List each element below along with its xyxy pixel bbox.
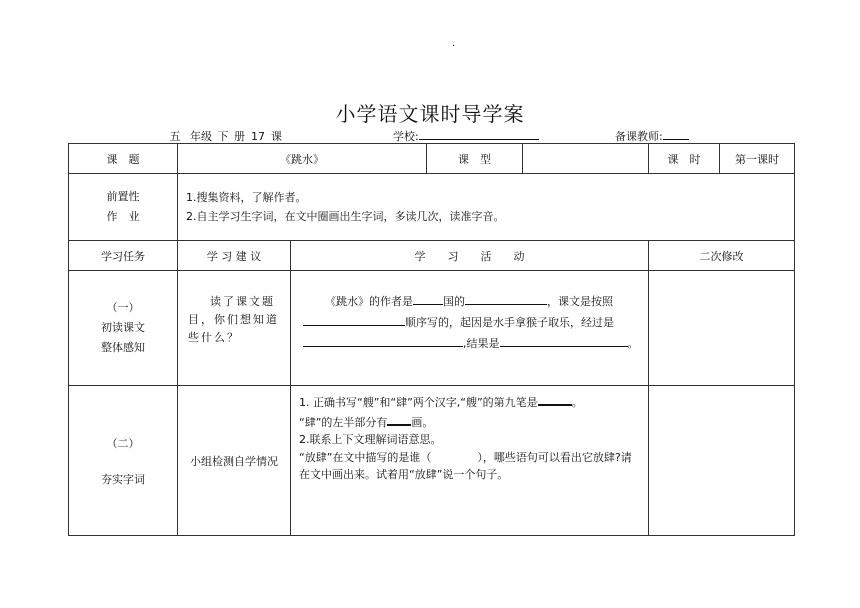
page-title: 小学语文课时导学案 (335, 102, 525, 126)
activity2-text: ），哪些语句可以看出它放肆?请在文中画出来。试着用“放肆”说一个句子。 (299, 450, 632, 481)
school-label: 学校: (393, 130, 419, 143)
lesson-plan-table (68, 143, 795, 536)
blank-stroke (538, 392, 572, 406)
section1-revision (649, 271, 795, 386)
teacher-field (615, 128, 689, 144)
section2-activity (291, 386, 649, 536)
grade-value: 五 (160, 131, 190, 144)
book-unit: 册 (234, 130, 245, 143)
school-field (393, 128, 539, 144)
period-value: 第一课时 (720, 144, 795, 174)
section1-suggestion: 读了课文题目，你们想知道些什么？ (178, 271, 291, 386)
col-revision: 二次修改 (649, 241, 795, 271)
section2-num: （二） (106, 436, 140, 450)
column-header-row (69, 241, 795, 271)
section1-task (69, 271, 178, 386)
prework-label-line1: 前置性 (106, 190, 140, 203)
section1-activity (291, 271, 649, 386)
prework-label-line2: 作 业 (106, 210, 140, 223)
grade-unit: 年级 (190, 130, 212, 143)
blank-country (465, 292, 547, 305)
term-value: 下 (212, 131, 234, 144)
activity2-text: 画。 (411, 415, 434, 429)
col-task: 学习任务 (69, 241, 178, 271)
period-label: 课 时 (649, 144, 720, 174)
section1-num: （一） (106, 301, 140, 314)
blank-result (500, 334, 628, 347)
activity1-text: 《跳水》的作者是 (325, 295, 413, 308)
activity2-text: 2.联系上下文理解词语意思。 (299, 433, 442, 446)
prework-row (69, 174, 795, 241)
topic-value: 《跳水》 (178, 144, 427, 174)
activity1-text: 顺序写的，起因是水手拿猴子取乐，经过是 (405, 316, 614, 329)
section2-suggestion: 小组检测自学情况 (178, 386, 291, 536)
teacher-label: 备课教师: (615, 130, 663, 143)
activity2-text: 1. 正确书写“艘”和“肆”两个汉字,“艘”的第九笔是 (299, 396, 538, 409)
lesson-unit: 课 (271, 130, 282, 143)
section2-task (69, 386, 178, 536)
section2-name: 夯实字词 (101, 472, 145, 486)
type-label: 课 型 (427, 144, 523, 174)
blank-author (413, 292, 443, 305)
blank-count (387, 412, 411, 426)
col-activity: 学 习 活 动 (291, 241, 649, 271)
section2-revision (649, 386, 795, 536)
lesson-value: 17 (245, 131, 271, 144)
prework-item: 2.自主学习生字词，在文中圈画出生字词，多读几次，读准字音。 (186, 210, 505, 223)
topic-label: 课 题 (69, 144, 178, 174)
activity2-text: 。 (571, 396, 583, 409)
activity1-text: ,结果是 (463, 337, 500, 350)
section1-name-line2: 整体感知 (101, 341, 145, 354)
activity1-text: 。 (627, 337, 639, 350)
prework-label (69, 174, 178, 241)
activity2-text: “放肆”在文中描写的是谁（ (299, 450, 432, 464)
grade-info (160, 128, 282, 144)
blank-order (303, 313, 405, 326)
school-blank (419, 139, 539, 140)
page-dot: . (452, 38, 456, 49)
teacher-blank (663, 139, 689, 140)
activity1-text: ，课文是按照 (547, 295, 613, 308)
activity2-text: “肆”的左半部分有 (299, 415, 388, 429)
activity1-text: 国的 (443, 295, 465, 308)
blank-process (303, 334, 463, 347)
type-value (523, 144, 649, 174)
section2-row (69, 386, 795, 536)
prework-item: 1.搜集资料，了解作者。 (186, 191, 307, 204)
section1-row (69, 271, 795, 386)
section1-name-line1: 初读课文 (101, 321, 145, 334)
col-suggestion: 学 习 建 议 (178, 241, 291, 271)
prework-items (178, 174, 795, 241)
header-row (69, 144, 795, 174)
